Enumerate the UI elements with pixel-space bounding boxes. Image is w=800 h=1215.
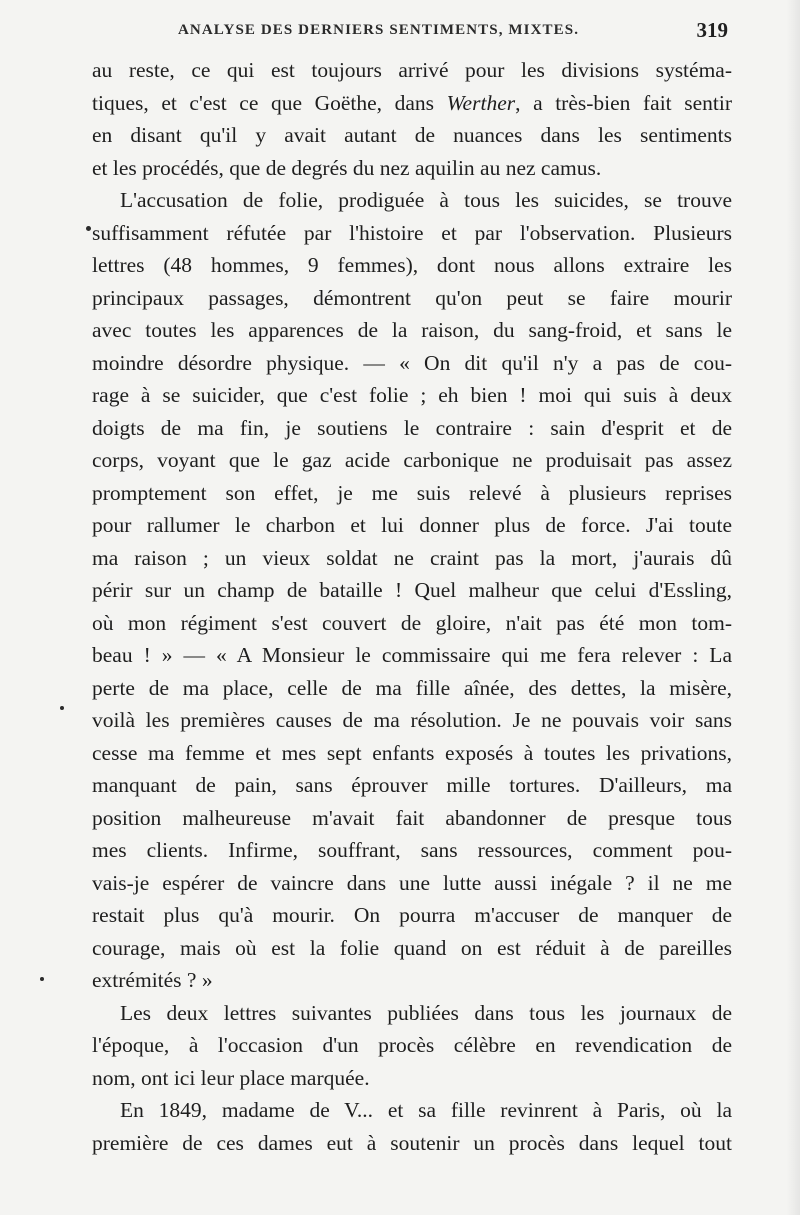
text-line: position malheureuse m'avait fait abandonner de presque tous [92, 805, 732, 830]
text-line: nom, ont ici leur place marquée. [92, 1065, 370, 1090]
text-line: doigts de ma fin, je soutiens le contraire : sain d'esprit et de [92, 415, 732, 440]
text-line: Les deux lettres suivantes publiées dans tous les journaux de [120, 1000, 732, 1025]
text-line: courage, mais où est la folie quand on est réduit à de pareilles [92, 935, 732, 960]
page-header [92, 16, 732, 50]
text-line: principaux passages, démontrent qu'on peut se faire mourir [92, 285, 732, 310]
text-line: pour rallumer le charbon et lui donner plus de force. J'ai toute [92, 513, 732, 537]
text-line: lettres (48 hommes, 9 femmes), dont nous allons extraire les [92, 253, 732, 277]
page-number: 319 [696, 18, 728, 42]
ink-speck [40, 977, 44, 981]
text-line: où mon régiment s'est couvert de gloire, n'ait pas été mon tom- [92, 610, 732, 635]
text-line: en disant qu'il y avait autant de nuances dans les sentiments [92, 123, 732, 147]
text-line: tiques, et c'est ce que Goëthe, dans Werther, a très-bien fait sentir [92, 90, 732, 115]
ink-speck [86, 226, 91, 231]
text-line: En 1849, madame de V... et sa fille revinrent à Paris, où la [120, 1098, 732, 1122]
text-line: suffisamment réfutée par l'histoire et par l'observation. Plusieurs [92, 220, 732, 245]
text-line: cesse ma femme et mes sept enfants exposés à toutes les privations, [92, 740, 732, 765]
text-line: promptement son effet, je me suis relevé à plusieurs reprises [92, 480, 732, 505]
text-line: voilà les premières causes de ma résolution. Je ne pouvais voir sans [92, 708, 732, 732]
text-line: première de ces dames eut à soutenir un procès dans lequel tout [92, 1130, 732, 1155]
running-title: ANALYSE DES DERNIERS SENTIMENTS, MIXTES. [178, 22, 580, 38]
text-line: ma raison ; un vieux soldat ne craint pas la mort, j'aurais dû [92, 545, 732, 570]
text-line: restait plus qu'à mourir. On pourra m'accuser de manquer de [92, 903, 732, 927]
text-line: l'époque, à l'occasion d'un procès célèbre en revendication de [92, 1033, 732, 1057]
body-text [92, 54, 732, 1159]
text-line: beau ! » — « A Monsieur le commissaire qui me fera relever : La [92, 643, 732, 667]
text-line: au reste, ce qui est toujours arrivé pour les divisions systéma- [92, 58, 732, 82]
book-title-werther: Werther [446, 90, 516, 115]
text-line: moindre désordre physique. — « On dit qu'il n'y a pas de cou- [92, 350, 732, 375]
text-line: corps, voyant que le gaz acide carbonique ne produisait pas assez [92, 448, 732, 472]
text-line: mes clients. Infirme, souffrant, sans ressources, comment pou- [92, 838, 732, 862]
text-line: manquant de pain, sans éprouver mille tortures. D'ailleurs, ma [92, 773, 732, 797]
text-line: rage à se suicider, que c'est folie ; eh bien ! moi qui suis à deux [92, 383, 732, 407]
page-edge-shadow [786, 0, 800, 1215]
text-line: perte de ma place, celle de ma fille aînée, des dettes, la misère, [92, 675, 732, 700]
text-line: avec toutes les apparences de la raison, du sang-froid, et sans le [92, 318, 732, 342]
text-line: et les procédés, que de degrés du nez aquilin au nez camus. [92, 155, 602, 180]
ink-speck [60, 706, 64, 710]
text-line: vais-je espérer de vaincre dans une lutte aussi inégale ? il ne me [92, 870, 732, 895]
text-line: L'accusation de folie, prodiguée à tous les suicides, se trouve [120, 188, 732, 212]
text-line: périr sur un champ de bataille ! Quel malheur que celui d'Essling, [92, 578, 732, 602]
text-line: extrémités ? » [92, 968, 213, 992]
